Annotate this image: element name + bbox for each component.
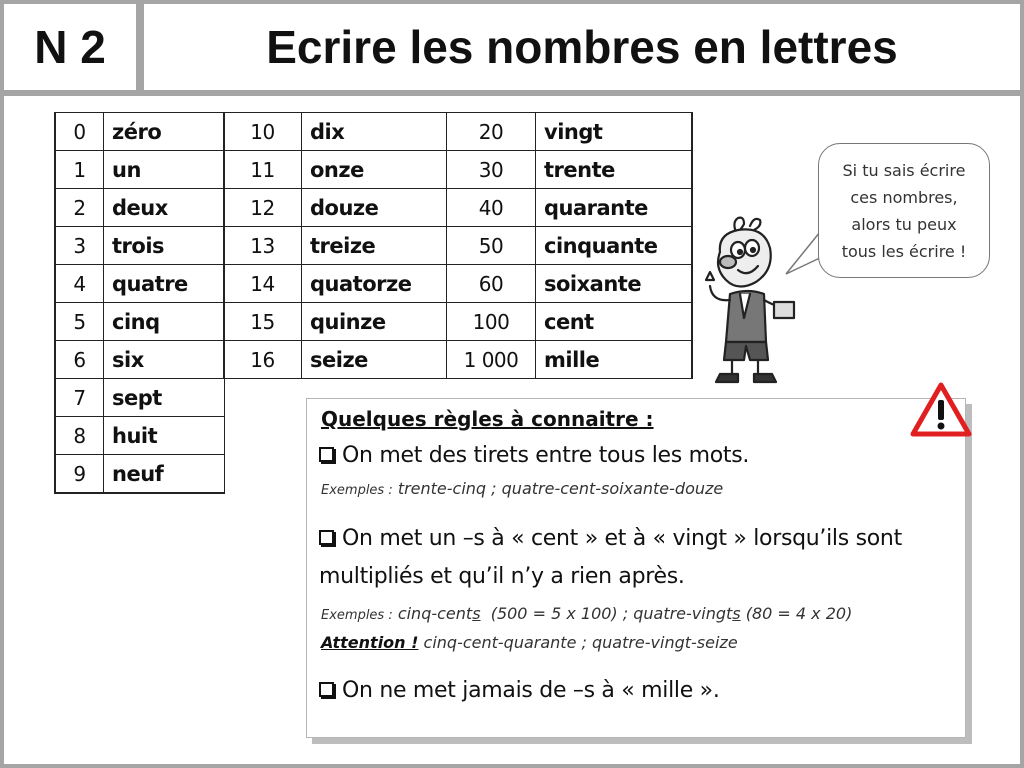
number-cell: 9	[55, 455, 104, 494]
number-cell: 16	[224, 341, 302, 379]
bubble-line: ces nombres,	[850, 187, 958, 207]
attention-label: Attention !	[321, 633, 419, 652]
example-text: (80 = 4 x 20)	[740, 604, 853, 623]
example-text: (500 = 5 x 100) ; quatre-vingt	[480, 604, 733, 623]
number-cell: 15	[224, 303, 302, 341]
table-row	[224, 151, 447, 189]
rule-example	[321, 604, 953, 623]
word-cell: quarante	[536, 189, 693, 227]
table-row	[55, 151, 225, 189]
word-cell: un	[104, 151, 225, 189]
example-label: Exemples :	[321, 483, 393, 498]
number-cell: 7	[55, 379, 104, 417]
word-cell: deux	[104, 189, 225, 227]
number-cell: 30	[447, 151, 536, 189]
word-cell: trois	[104, 227, 225, 265]
rules-box	[306, 398, 966, 738]
rules-title: Quelques règles à connaitre :	[321, 407, 654, 431]
attention-text: cinq-cent-quarante ; quatre-vingt-seize	[418, 633, 738, 652]
numbers-table-teens	[223, 112, 447, 379]
word-cell: trente	[536, 151, 693, 189]
table-row	[55, 189, 225, 227]
attention-note	[321, 633, 953, 652]
bubble-line: alors tu peux	[851, 214, 957, 234]
word-cell: cinquante	[536, 227, 693, 265]
bubble-line: Si tu sais écrire	[842, 160, 966, 180]
table-row	[224, 113, 447, 151]
table-row	[447, 341, 693, 379]
number-cell: 1 000	[447, 341, 536, 379]
table-row	[224, 265, 447, 303]
table-row	[447, 265, 693, 303]
warning-icon	[910, 382, 972, 438]
number-cell: 6	[55, 341, 104, 379]
word-cell: six	[104, 341, 225, 379]
page-title: Ecrire les nombres en lettres	[144, 4, 1020, 90]
number-cell: 14	[224, 265, 302, 303]
bubble-line: tous les écrire !	[841, 241, 967, 261]
number-cell: 3	[55, 227, 104, 265]
word-cell: douze	[302, 189, 447, 227]
word-cell: zéro	[104, 113, 225, 151]
header	[0, 0, 1024, 96]
table-row	[224, 189, 447, 227]
rule-text: On met des tirets entre tous les mots.	[342, 443, 750, 468]
number-cell: 10	[224, 113, 302, 151]
table-row	[447, 303, 693, 341]
number-cell: 40	[447, 189, 536, 227]
word-cell: onze	[302, 151, 447, 189]
numbers-table-units	[54, 112, 225, 494]
number-cell: 50	[447, 227, 536, 265]
word-cell: treize	[302, 227, 447, 265]
example-label: Exemples :	[321, 608, 393, 623]
number-cell: 20	[447, 113, 536, 151]
word-cell: dix	[302, 113, 447, 151]
table-row	[55, 265, 225, 303]
number-cell: 2	[55, 189, 104, 227]
word-cell: quatre	[104, 265, 225, 303]
mascot-character-illustration	[698, 214, 798, 386]
table-row	[55, 303, 225, 341]
word-cell: seize	[302, 341, 447, 379]
word-cell: huit	[104, 417, 225, 455]
number-cell: 12	[224, 189, 302, 227]
example-text: trente-cinq ; quatre-cent-soixante-douze	[397, 479, 724, 498]
table-row	[224, 341, 447, 379]
table-row	[55, 113, 225, 151]
number-cell: 60	[447, 265, 536, 303]
word-cell: neuf	[104, 455, 225, 494]
table-row	[55, 455, 225, 494]
numbers-table-tens	[446, 112, 693, 379]
word-cell: mille	[536, 341, 693, 379]
rule-item	[319, 522, 953, 556]
table-row	[55, 227, 225, 265]
table-row	[55, 341, 225, 379]
example-plural-s: s	[472, 604, 481, 623]
number-cell: 0	[55, 113, 104, 151]
rule-item	[319, 674, 953, 708]
word-cell: cent	[536, 303, 693, 341]
number-cell: 8	[55, 417, 104, 455]
rule-item	[319, 439, 953, 473]
table-row	[224, 303, 447, 341]
checkbox-icon	[319, 682, 334, 697]
rule-text: On met un –s à « cent » et à « vingt » lorsqu’ils sont	[342, 526, 902, 551]
checkbox-icon	[319, 447, 334, 462]
table-row	[55, 379, 225, 417]
number-cell: 4	[55, 265, 104, 303]
checkbox-icon	[319, 530, 334, 545]
table-row	[447, 113, 693, 151]
word-cell: vingt	[536, 113, 693, 151]
example-text: cinq-cent	[397, 604, 473, 623]
rule-text: On ne met jamais de –s à « mille ».	[342, 678, 720, 703]
table-row	[224, 227, 447, 265]
rule-text-continued: multipliés et qu’il n’y a rien après.	[319, 564, 685, 589]
table-row	[55, 417, 225, 455]
speech-bubble	[818, 143, 990, 278]
lesson-code: N 2	[4, 4, 136, 90]
number-cell: 5	[55, 303, 104, 341]
number-cell: 1	[55, 151, 104, 189]
word-cell: sept	[104, 379, 225, 417]
number-cell: 13	[224, 227, 302, 265]
rule-example	[321, 479, 953, 498]
number-cell: 100	[447, 303, 536, 341]
word-cell: quinze	[302, 303, 447, 341]
example-plural-s: s	[732, 604, 741, 623]
table-row	[447, 151, 693, 189]
number-cell: 11	[224, 151, 302, 189]
table-row	[447, 189, 693, 227]
word-cell: quatorze	[302, 265, 447, 303]
word-cell: soixante	[536, 265, 693, 303]
table-row	[447, 227, 693, 265]
word-cell: cinq	[104, 303, 225, 341]
